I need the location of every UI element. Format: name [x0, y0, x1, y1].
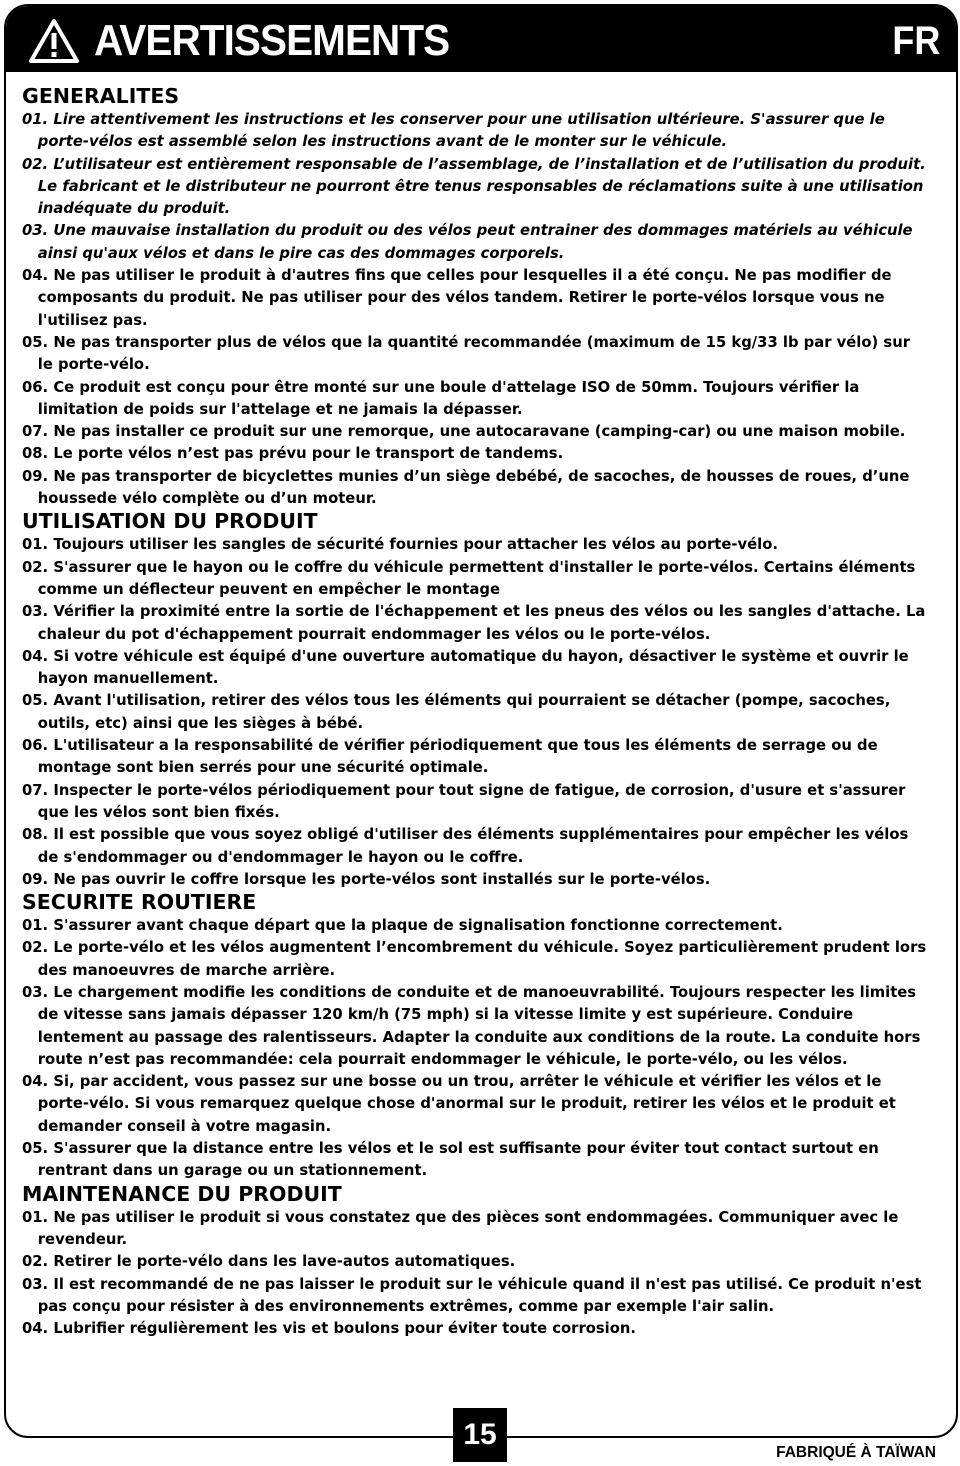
warning-item: 02. L’utilisateur est entièrement responsable de l’assemblage, de l’installation et de l’utilisation du produit. Le fabricant et le distributeur ne pourront être tenus responsables de réclamations suite à une utilisation inadéquate du produit. — [22, 154, 926, 218]
warning-item: 03. Vérifier la proximité entre la sortie de l'échappement et les pneus des vélos ou les sangles d'attache. La chaleur du pot d'échappement pourrait endommager les vélos ou le porte-vélos. — [22, 602, 926, 643]
section-1 — [22, 509, 942, 890]
page-number: 15 — [453, 1408, 507, 1462]
page-title: AVERTISSEMENTS — [94, 16, 450, 65]
section-title: GENERALITES — [22, 84, 180, 108]
warning-triangle-icon — [28, 18, 80, 64]
warning-item: 02. Retirer le porte-vélo dans les lave-autos automatiques. — [22, 1252, 516, 1271]
warning-item: 07. Inspecter le porte-vélos périodiquement pour tout signe de fatigue, de corrosion, d'usure et s'assurer que les vélos sont bien fixés. — [22, 780, 906, 821]
warning-item: 01. Toujours utiliser les sangles de sécurité fournies pour attacher les vélos au porte-vélo. — [22, 535, 778, 554]
section-0 — [22, 84, 942, 509]
warning-item: 05. S'assurer que la distance entre les vélos et le sol est suffisante pour éviter tout contact surtout en rentrant dans un garage ou un stationnement. — [22, 1139, 879, 1180]
warning-item: 04. Ne pas utiliser le produit à d'autres fins que celles pour lesquelles il a été conçu. Ne pas modifier de composants du produit. Ne pas utiliser pour des vélos tandem. Retirer le porte-vélos lorsque vous ne l'utilisez pas. — [22, 266, 892, 329]
warning-item: 06. Ce produit est conçu pour être monté sur une boule d'attelage ISO de 50mm. Toujours vérifier la limitation de poids sur l'attelage et ne jamais la dépasser. — [22, 377, 860, 418]
warning-item: 01. Lire attentivement les instructions et les conserver pour une utilisation ultérieure. S'assurer que le porte-vélos est assemblé selon les instructions avant de le monter sur le véhicule. — [22, 110, 885, 151]
warning-item: 03. Une mauvaise installation du produit ou des vélos peut entrainer des dommages matériels au véhicule ainsi qu'aux vélos et dans le pire cas des dommages corporels. — [22, 221, 913, 262]
warning-item: 05. Ne pas transporter plus de vélos que la quantité recommandée (maximum de 15 kg/33 lb par vélo) sur le porte-vélo. — [22, 332, 911, 374]
warning-item: 07. Ne pas installer ce produit sur une remorque, une autocaravane (camping-car) ou une maison mobile. — [22, 422, 906, 441]
warning-item: 03. Il est recommandé de ne pas laisser le produit sur le véhicule quand il n'est pas utilisé. Ce produit n'est pas conçu pour résister à des environnements extrêmes, comme par exemple l'air salin. — [22, 1274, 922, 1315]
language-code: FR — [892, 19, 940, 63]
warning-item: 08. Le porte vélos n’est pas prévu pour le transport de tandems. — [22, 444, 564, 463]
warning-header — [6, 6, 956, 72]
section-2 — [22, 890, 942, 1182]
section-title: UTILISATION DU PRODUIT — [22, 509, 318, 534]
warnings-content — [22, 84, 942, 1339]
section-3 — [22, 1182, 942, 1340]
warning-item: 04. Si, par accident, vous passez sur une bosse ou un trou, arrêter le véhicule et vérifier les vélos et le porte-vélo. Si vous remarquez quelque chose d'anormal sur le produit, retirer les vélos et le produit et demander conseil à votre magasin. — [22, 1072, 896, 1135]
section-title: SECURITE ROUTIERE — [22, 890, 257, 915]
warning-item: 09. Ne pas transporter de bicyclettes munies d’un siège debébé, de sacoches, de housses de roues, d’une houssede vélo complète ou d’un moteur. — [22, 466, 910, 508]
section-title: MAINTENANCE DU PRODUIT — [22, 1181, 342, 1206]
warning-item: 06. L'utilisateur a la responsabilité de vérifier périodiquement que tous les éléments de serrage ou de montage sont bien serrés pour une sécurité optimale. — [22, 736, 878, 777]
page-frame — [4, 4, 958, 1438]
warning-item: 02. S'assurer que le hayon ou le coffre du véhicule permettent d'installer le porte-vélos. Certains éléments comme un déflecteur peuvent en empêcher le montage — [22, 557, 916, 598]
warning-item: 08. Il est possible que vous soyez obligé d'utiliser des éléments supplémentaires pour empêcher les vélos de s'endommager ou d'endommager le hayon ou le coffre. — [22, 825, 909, 866]
warning-item: 01. Ne pas utiliser le produit si vous constatez que des pièces sont endommagées. Communiquer avec le revendeur. — [22, 1207, 899, 1248]
warning-item: 03. Le chargement modifie les conditions de conduite et de manoeuvrabilité. Toujours respecter les limites de vitesse sans jamais dépasser 120 km/h (75 mph) si la vitesse limite y est supérieure. Conduire lentement au passage des ralentisseurs. Adapter la conduite aux conditions de la route. La conduite hors route n’est pas recommandée: cela pourrait endommager le véhicule, le porte-vélo, ou les vélos. — [22, 982, 921, 1068]
warning-item: 05. Avant l'utilisation, retirer des vélos tous les éléments qui pourraient se détacher (pompe, sacoches, outils, etc) ainsi que les sièges à bébé. — [22, 691, 891, 732]
warning-item: 04. Si votre véhicule est équipé d'une ouverture automatique du hayon, désactiver le système et ouvrir le hayon manuellement. — [22, 646, 909, 688]
warning-item: 09. Ne pas ouvrir le coffre lorsque les porte-vélos sont installés sur le porte-vélos. — [22, 869, 711, 888]
warning-item: 01. S'assurer avant chaque départ que la plaque de signalisation fonctionne correctement. — [22, 916, 783, 935]
warning-item: 04. Lubrifier régulièrement les vis et boulons pour éviter toute corrosion. — [22, 1319, 637, 1338]
made-in-label: FABRIQUÉ À TAÏWAN — [776, 1444, 936, 1461]
warning-item: 02. Le porte-vélo et les vélos augmentent l’encombrement du véhicule. Soyez particulièrement prudent lors des manoeuvres de marche arrière. — [22, 938, 927, 979]
